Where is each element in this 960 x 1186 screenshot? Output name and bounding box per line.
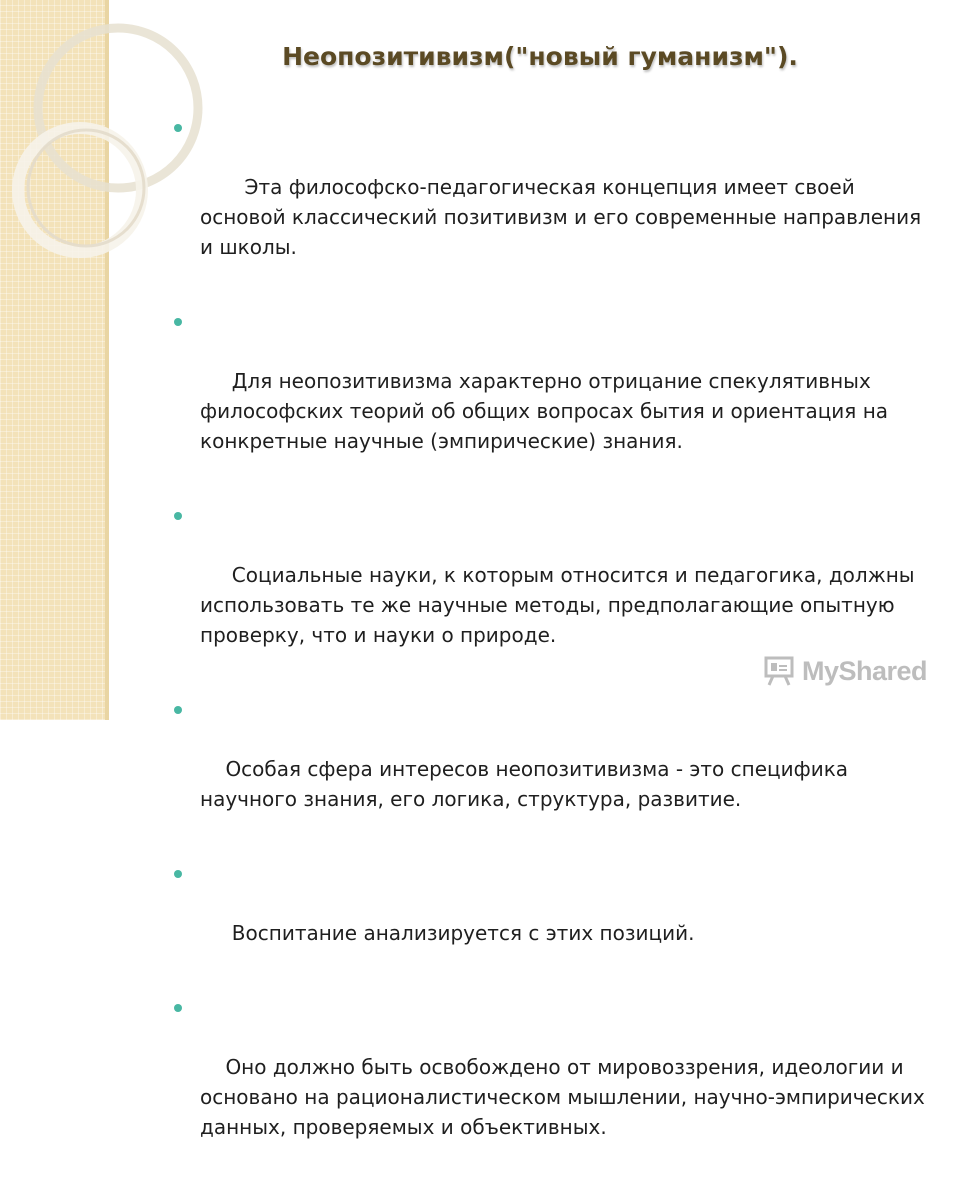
bullet-dot-icon: [174, 870, 182, 878]
slide-title: Неопозитивизм("новый гуманизм").: [282, 42, 798, 71]
list-item: [174, 112, 934, 292]
watermark: [762, 654, 927, 688]
bullet-list: [174, 112, 934, 1186]
list-item: [174, 992, 934, 1172]
list-item-text: Оно должно быть освобождено от мировоззрения, идеологии и основано на рационалистическом мышлении, научно-эмпирических данных, проверяемых и объективных.: [200, 1055, 932, 1139]
list-item: [174, 500, 934, 680]
bullet-dot-icon: [174, 512, 182, 520]
list-item: [174, 694, 934, 844]
list-item-text: Для неопозитивизма характерно отрицание спекулятивных философских теорий об общих вопросах бытия и ориентация на конкретные научные (эмпирические) знания.: [200, 369, 895, 453]
presentation-board-icon: [762, 654, 796, 688]
list-item: [174, 306, 934, 486]
bullet-dot-icon: [174, 706, 182, 714]
list-item-text: Социальные науки, к которым относится и педагогика, должны использовать те же научные методы, предполагающие опытную проверку, что и науки о природе.: [200, 563, 921, 647]
bullet-dot-icon: [174, 318, 182, 326]
list-item-text: Особая сфера интересов неопозитивизма - это специфика научного знания, его логика, структура, развитие.: [200, 757, 855, 811]
bullet-dot-icon: [174, 1004, 182, 1012]
bullet-dot-icon: [174, 124, 182, 132]
list-item-text: Эта философско-педагогическая концепция имеет своей основой классический позитивизм и его современные направления и школы.: [200, 175, 928, 259]
list-item-text: Воспитание анализируется с этих позиций.: [225, 921, 695, 945]
list-item: [174, 858, 934, 978]
watermark-text: MyShared: [802, 655, 928, 686]
